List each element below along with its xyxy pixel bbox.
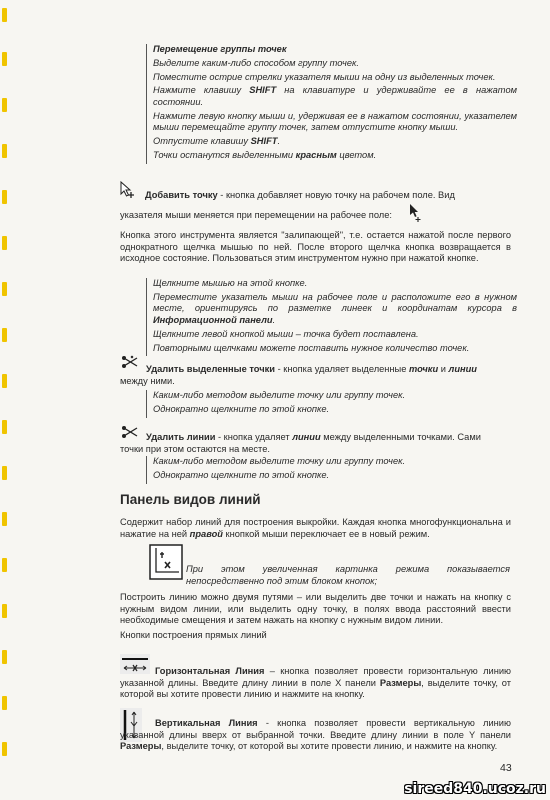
step-text: Точки останутся выделенными [153,149,296,160]
delete-lines-icon [120,424,140,440]
desc-text: , выделите точку, от которой вы хотите провести линию, и нажмите на кнопку. [161,741,498,752]
delete-points-desc [146,364,511,376]
key-shift: SHIFT [249,85,277,96]
horizontal-line-name: Горизонтальная Линия [155,666,265,676]
info-panel-term: Информационной панели [153,314,273,325]
delete-lines-desc-cont: точки при этом остаются на месте. [120,444,270,454]
move-group-title: Перемещение группы точек [153,44,287,54]
delete-lines-desc [146,432,511,444]
step-text: Нажмите клавишу [153,85,250,96]
desc-text: - кнопка позволяет провести вертикальную линию указанной длины вверх от выбранной точки. Введите длину линии в поле Y панели [120,718,511,740]
term-right: правой [189,528,223,539]
add-point-desc-text: - кнопка добавляет новую точку на рабочем поле. Вид [217,190,455,200]
delete-lines-steps [146,456,517,484]
step: Щелкните левой кнопкой мыши – точка будет поставлена. [153,328,419,339]
delete-points-steps [146,390,517,418]
line-mode-note: При этом увеличенная картинка режима показывается непосредственно под этим блоком кнопок; [186,564,510,586]
step-text: на клавиатуре и удерживайте ее в нажатом состоянии. [153,85,517,107]
straight-lines-caption: Кнопки построения прямых линий [120,630,267,640]
step [153,136,517,148]
vertical-line-desc [120,718,511,753]
line-mode-icon [149,544,183,580]
step-text: Отпустите клавишу [153,136,251,147]
delete-points-icon [120,354,140,370]
build-line-paragraph: Построить линию можно двумя путями – или выделить две точки и нажать на кнопку с нужным видом линии, или выделить одну точку, в полях ввода расстояний ввести необходимые смещения и затем нажать на кнопку с нужным видом линии. [120,592,511,626]
intro-text: Содержит набор линий для построения выкройки. Каждая кнопка многофункциональна и нажатие на ней [120,517,511,539]
term-lines: линии [448,364,477,374]
step-text: Переместите указатель мыши на рабочее поле и расположите его в нужном месте, ориентируясь по разметке линеек и координатам курсора в [153,291,517,314]
section-intro [120,517,511,540]
step: Щелкните мышью на этой кнопке. [153,278,308,288]
term-points: точки [409,364,439,374]
step: Однократно щелкните по этой кнопке. [153,403,330,414]
add-point-icon [118,180,138,200]
term-lines: линии [292,432,321,442]
desc-text: и [438,364,449,374]
page-number: 43 [500,762,512,774]
add-point-desc [145,190,511,202]
step: Повторными щелчками можете поставить нужное количество точек. [153,342,470,353]
add-point-steps [146,278,517,356]
step: Однократно щелкните по этой кнопке. [153,469,330,480]
step [153,85,517,108]
desc-text: - кнопка удаляет выделенные [275,364,409,374]
move-group-instructions [146,44,517,164]
delete-points-name: Удалить выделенные точки [146,364,275,374]
step-text: цветом. [336,149,377,160]
vertical-line-name: Вертикальная Линия [155,718,258,728]
step: Поместите острие стрелки указателя мыши на одну из выделенных точек. [153,71,496,82]
add-point-paragraph: Кнопка этого инструмента является "залипающей", т.е. остается нажатой после первого однократного щелчка мышью по ней. После второго щелчка кнопка возвращается в исходное состояние. Пользоваться этим инструментом нужно при нажатой кнопке. [120,230,511,264]
term-sizes: Размеры [120,741,162,752]
red-word: красным [295,149,337,160]
add-cursor-icon [408,203,422,223]
step [153,150,517,162]
intro-text: кнопкой мыши переключает ее в новый режим. [222,528,430,539]
desc-text: между выделенными точками. Сами [320,432,481,442]
watermark: sireed840.ucoz.ru [404,781,546,797]
add-point-cursor-line: указателя мыши меняется при перемещении на рабочее поле: [120,210,392,220]
delete-lines-name: Удалить линии [146,432,216,442]
delete-points-desc-cont: между ними. [120,376,175,386]
desc-text: - кнопка удаляет [215,432,293,442]
step: Каким-либо методом выделите точку или группу точек. [153,456,406,466]
step: Каким-либо методом выделите точку или группу точек. [153,390,406,400]
step-text: . [277,136,281,147]
term-sizes: Размеры [379,677,422,688]
key-shift: SHIFT [250,136,278,147]
add-point-name: Добавить точку [145,190,218,200]
step [153,292,517,327]
desc-text: , выделите точку, от которой вы хотите провести линию и нажмите на кнопку. [120,677,512,700]
desc-text: – кнопка позволяет провести горизонтальную линию указанной длины. Введите длину линии в поле Х панели [120,666,511,688]
section-heading: Панель видов линий [120,492,261,507]
horizontal-line-desc [120,666,511,701]
step-text: . [272,314,276,325]
step: Нажмите левую кнопку мыши и, удерживая ее в нажатом состоянии, указателем мыши перемещайте группу точек, затем отпустите кнопку мыши. [153,110,517,133]
step: Выделите каким-либо способом группу точек. [153,57,359,68]
